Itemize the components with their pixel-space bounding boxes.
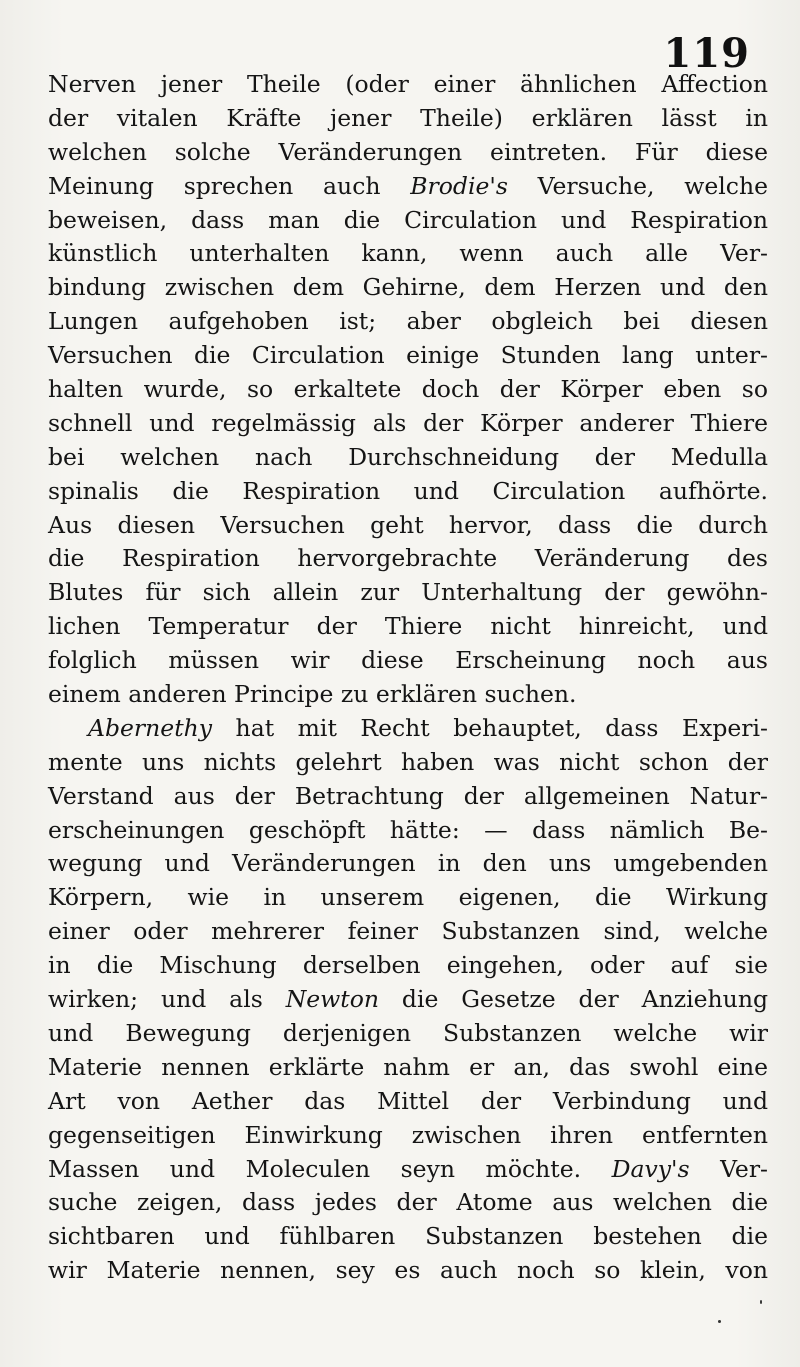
text-segment: gegenseitigen Einwirkung zwischen ihren entfernten [48,1120,768,1149]
text-segment: Verstand aus der Betrachtung der allgemeinen Natur- [48,781,768,810]
text-segment: mente uns nichts gelehrt haben was nicht schon der [48,747,768,776]
italic-name: Abernethy [88,713,213,742]
text-line [48,780,768,814]
text-segment: welchen solche Veränderungen eintreten. Für diese [48,137,768,166]
text-segment: Lungen aufgehoben ist; aber obgleich bei diesen [48,307,768,336]
text-line [48,881,768,915]
text-segment: Blutes für sich allein zur Unterhaltung der gewöhn- [48,578,768,607]
text-line [48,68,768,102]
text-segment: die Gesetze der Anziehung [379,985,768,1014]
text-segment: Materie nennen erklärte nahm er an, das swohl eine [48,1052,768,1081]
text-line [48,475,768,509]
text-line [48,136,768,170]
text-line [48,373,768,407]
text-line [48,170,768,204]
text-segment: einer oder mehrerer feiner Substanzen sind, welche [48,917,768,946]
print-speck [718,1320,721,1323]
text-line [48,1085,768,1119]
text-segment: bindung zwischen dem Gehirne, dem Herzen und den [48,273,768,302]
text-segment: suche zeigen, dass jedes der Atome aus welchen die [48,1188,768,1217]
text-segment: folglich müssen wir diese Erscheinung noch aus [48,646,768,675]
text-line [48,1254,768,1288]
text-line [48,712,768,746]
text-line [48,814,768,848]
text-segment: erscheinungen geschöpft hätte: — dass nämlich Be- [48,815,768,844]
text-segment: Körpern, wie in unserem eigenen, die Wirkung [48,883,768,912]
text-line [48,746,768,780]
text-line [48,441,768,475]
text-segment: wegung und Veränderungen in den uns umgebenden [48,849,768,878]
text-line [48,678,768,712]
text-line [48,542,768,576]
text-segment: sichtbaren und fühlbaren Substanzen bestehen die [48,1222,768,1251]
text-segment: wir Materie nennen, sey es auch noch so klein, von [48,1256,768,1285]
text-line [48,983,768,1017]
text-line [48,1051,768,1085]
text-segment: halten wurde, so erkaltete doch der Körper eben so [48,375,768,404]
text-line [48,102,768,136]
text-segment: künstlich unterhalten kann, wenn auch alle Ver- [48,239,768,268]
text-line [48,576,768,610]
text-line [48,1186,768,1220]
print-speck [760,1300,762,1304]
text-line [48,271,768,305]
text-line [48,847,768,881]
text-line [48,1153,768,1187]
italic-name: Newton [285,985,379,1014]
text-line [48,949,768,983]
text-segment: die Respiration hervorgebrachte Veränderung des [48,544,768,573]
text-segment: Versuche, welche [507,171,768,200]
text-segment: einem anderen Principe zu erklären suchen. [48,680,577,709]
text-segment: spinalis die Respiration und Circulation aufhörte. [48,476,768,505]
italic-name: Brodie's [410,171,508,200]
text-line [48,339,768,373]
text-segment: Aus diesen Versuchen geht hervor, dass die durch [48,510,768,539]
text-line [48,305,768,339]
text-segment: Meinung sprechen auch [48,171,411,200]
text-segment: bei welchen nach Durchschneidung der Medulla [48,442,768,471]
text-line [48,509,768,543]
text-line [48,644,768,678]
text-segment: lichen Temperatur der Thiere nicht hinreicht, und [48,612,768,641]
text-line [48,915,768,949]
text-segment: beweisen, dass man die Circulation und Respiration [48,205,768,234]
text-line [48,1119,768,1153]
page-number: 119 [663,30,750,77]
italic-name: Davy's [611,1154,690,1183]
text-segment: schnell und regelmässig als der Körper anderer Thiere [48,408,768,437]
text-segment: wirken; und als [48,985,286,1014]
text-line [48,1017,768,1051]
text-segment: Massen und Moleculen seyn möchte. [48,1154,612,1183]
text-line [48,237,768,271]
body-text [48,68,768,1288]
text-line [48,610,768,644]
text-segment: hat mit Recht behauptet, dass Experi- [212,713,768,742]
text-line [48,204,768,238]
text-segment: Versuchen die Circulation einige Stunden lang unter- [48,341,768,370]
text-segment: Art von Aether das Mittel der Verbindung und [48,1086,768,1115]
text-segment: Nerven jener Theile (oder einer ähnlichen Affection [48,70,768,98]
text-segment: der vitalen Kräfte jener Theile) erklären lässt in [48,103,768,132]
text-segment: und Bewegung derjenigen Substanzen welche wir [48,1018,768,1047]
text-line [48,1220,768,1254]
text-line [48,407,768,441]
text-segment: Ver- [689,1154,768,1183]
text-segment: in die Mischung derselben eingehen, oder auf sie [48,951,768,980]
